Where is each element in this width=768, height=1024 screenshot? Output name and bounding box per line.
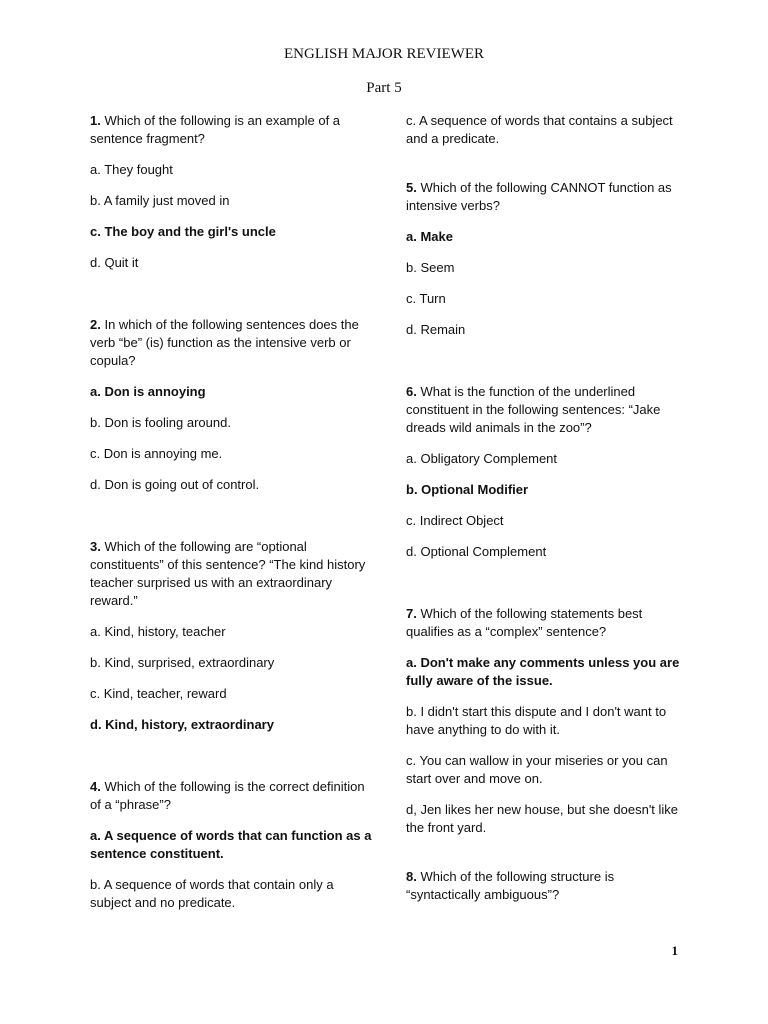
option-4c: c. A sequence of words that contains a subject and a predicate. bbox=[406, 113, 673, 146]
question-text: Which of the following CANNOT function as intensive verbs? bbox=[406, 180, 672, 213]
option-3c: c. Kind, teacher, reward bbox=[90, 686, 227, 701]
question-number: 3. bbox=[90, 539, 101, 554]
document-title: ENGLISH MAJOR REVIEWER bbox=[284, 46, 484, 62]
option-6a: a. Obligatory Complement bbox=[406, 451, 558, 466]
question-text: What is the function of the underlined constituent in the following sentences: “Jake dreads wild animals in the zoo”? bbox=[406, 384, 661, 435]
left-column bbox=[90, 112, 375, 925]
right-column bbox=[406, 112, 691, 917]
option-1a: a. They fought bbox=[90, 162, 173, 177]
option-6d: d. Optional Complement bbox=[406, 544, 547, 559]
question-6 bbox=[406, 383, 691, 437]
question-8 bbox=[406, 868, 691, 904]
question-number: 2. bbox=[90, 317, 101, 332]
option-3b: b. Kind, surprised, extraordinary bbox=[90, 655, 275, 670]
option-5c: c. Turn bbox=[406, 291, 446, 306]
page-number: 1 bbox=[671, 943, 678, 958]
question-text: Which of the following structure is “syntactically ambiguous”? bbox=[406, 869, 615, 902]
option-4a-answer: a. A sequence of words that can function as a sentence constituent. bbox=[90, 828, 372, 861]
question-7 bbox=[406, 605, 691, 641]
option-7d: d, Jen likes her new house, but she doesn't like the front yard. bbox=[406, 802, 679, 835]
option-4b: b. A sequence of words that contain only a subject and no predicate. bbox=[90, 877, 334, 910]
option-7c: c. You can wallow in your miseries or you can start over and move on. bbox=[406, 753, 668, 786]
question-number: 8. bbox=[406, 869, 417, 884]
question-3 bbox=[90, 538, 375, 610]
option-6c: c. Indirect Object bbox=[406, 513, 504, 528]
part-label: Part 5 bbox=[366, 80, 402, 96]
option-1c-answer: c. The boy and the girl's uncle bbox=[90, 224, 276, 239]
option-6b-answer: b. Optional Modifier bbox=[406, 482, 529, 497]
option-2d: d. Don is going out of control. bbox=[90, 477, 260, 492]
question-text: Which of the following is the correct definition of a “phrase”? bbox=[90, 779, 365, 812]
question-text: Which of the following statements best qualifies as a “complex” sentence? bbox=[406, 606, 643, 639]
question-2 bbox=[90, 316, 375, 370]
option-7b: b. I didn't start this dispute and I don't want to have anything to do with it. bbox=[406, 704, 667, 737]
question-number: 1. bbox=[90, 113, 101, 128]
option-2c: c. Don is annoying me. bbox=[90, 446, 223, 461]
question-text: In which of the following sentences does the verb “be” (is) function as the intensive verb or copula? bbox=[90, 317, 359, 368]
question-4 bbox=[90, 778, 375, 814]
question-number: 6. bbox=[406, 384, 417, 399]
option-7a-answer: a. Don't make any comments unless you are fully aware of the issue. bbox=[406, 655, 680, 688]
question-text: Which of the following are “optional constituents” of this sentence? “The kind history teacher surprised us with an extraordinary reward.” bbox=[90, 539, 366, 608]
question-text: Which of the following is an example of a sentence fragment? bbox=[90, 113, 341, 146]
question-number: 5. bbox=[406, 180, 417, 195]
option-5b: b. Seem bbox=[406, 260, 455, 275]
question-number: 4. bbox=[90, 779, 101, 794]
option-3a: a. Kind, history, teacher bbox=[90, 624, 226, 639]
option-3d-answer: d. Kind, history, extraordinary bbox=[90, 717, 274, 732]
question-5 bbox=[406, 179, 691, 215]
question-number: 7. bbox=[406, 606, 417, 621]
option-1b: b. A family just moved in bbox=[90, 193, 230, 208]
option-5a-answer: a. Make bbox=[406, 229, 453, 244]
question-1 bbox=[90, 112, 375, 148]
option-5d: d. Remain bbox=[406, 322, 466, 337]
option-2a-answer: a. Don is annoying bbox=[90, 384, 206, 399]
option-2b: b. Don is fooling around. bbox=[90, 415, 231, 430]
option-1d: d. Quit it bbox=[90, 255, 139, 270]
